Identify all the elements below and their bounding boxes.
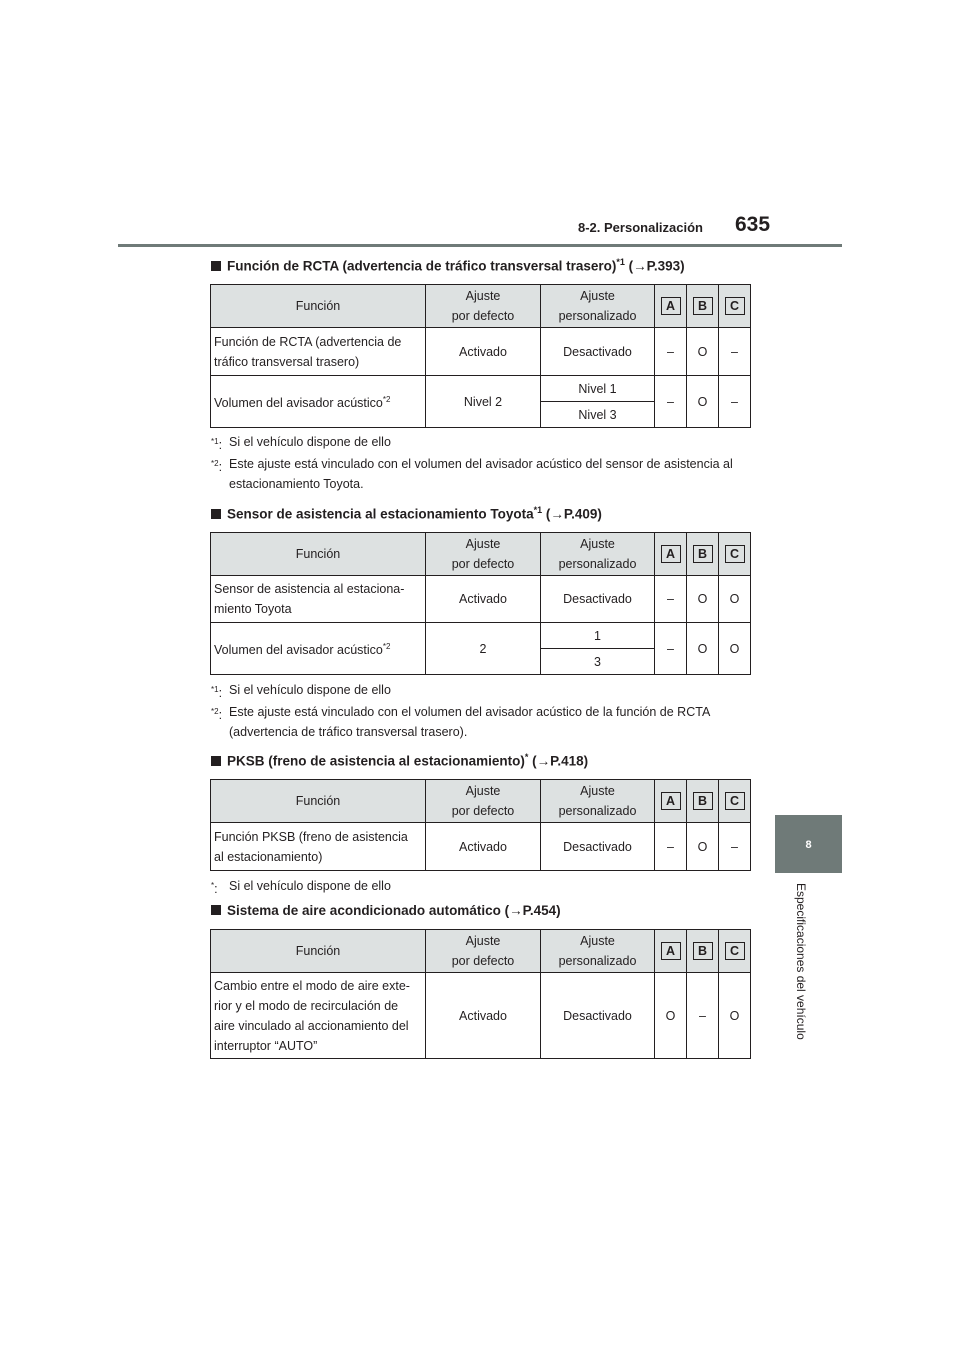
col-header-default: Ajuste por defecto [426,780,541,823]
row-c: – [719,376,751,428]
row-default: 2 [426,623,541,675]
table-header-row [211,533,751,576]
footnote-mark: * [524,752,529,762]
col-header-b: B [687,930,719,973]
col-header-custom: Ajuste personalizado [541,533,655,576]
row-custom-1: 1 [541,623,655,649]
col-header-custom: Ajuste personalizado [541,780,655,823]
table-row [211,376,751,402]
square-bullet-icon [211,756,221,766]
row-a: – [655,328,687,376]
square-bullet-icon [211,261,221,271]
col-header-default: Ajuste por defecto [426,285,541,328]
row-function: Sensor de asistencia al estaciona- miento Toyota [211,576,426,623]
page-reference-link[interactable]: (→P.418) [532,753,589,769]
settings-table-parking-sensor [210,532,751,675]
row-b: O [687,623,719,675]
row-a: – [655,823,687,871]
row-c: – [719,328,751,376]
settings-table-rcta [210,284,751,428]
col-header-default: Ajuste por defecto [426,533,541,576]
chapter-number: 8 [805,839,812,851]
row-b: O [687,376,719,428]
col-header-function: Función [211,780,426,823]
table-header-row [211,780,751,823]
header-rule [118,244,842,247]
section-breadcrumb: 8-2. Personalización [578,220,703,235]
row-b: – [687,973,719,1059]
footnote-2: $^{*2}$: Este ajuste está vinculado con el volumen del avisador acústico del sensor de asistencia al estacionamiento Toyota. [211,457,733,491]
col-header-function: Función [211,285,426,328]
page-reference-link[interactable]: (→P.393) [628,258,685,274]
row-a: O [655,973,687,1059]
table-header-row [211,930,751,973]
row-b: O [687,823,719,871]
row-a: – [655,623,687,675]
col-header-c: C [719,780,751,823]
footnote-mark: *1 [616,257,625,267]
col-header-custom: Ajuste personalizado [541,285,655,328]
row-custom: Desactivado [541,973,655,1059]
row-c: – [719,823,751,871]
table-row [211,623,751,649]
section-title-pksb [211,752,588,769]
row-custom-2: 3 [541,649,655,675]
row-b: O [687,576,719,623]
table-row [211,576,751,623]
table-row [211,823,751,871]
footnote-mark: *1 [533,505,543,515]
row-function: Cambio entre el modo de aire exte- rior y el modo de recirculación de aire vinculado al accionamiento del interruptor “AUTO” [211,973,426,1059]
table-row [211,328,751,376]
row-a: – [655,576,687,623]
row-default: Activado [426,328,541,376]
col-header-a: A [655,930,687,973]
row-custom-2: Nivel 3 [541,402,655,428]
row-b: O [687,328,719,376]
col-header-c: C [719,285,751,328]
section-title-parking-sensor [211,505,602,522]
col-header-a: A [655,780,687,823]
chapter-tab[interactable] [775,815,842,873]
col-header-a: A [655,285,687,328]
page-reference-link[interactable]: (→P.409) [545,506,602,522]
col-header-custom: Ajuste personalizado [541,930,655,973]
row-function: Función de RCTA (advertencia de tráfico transversal trasero) [211,328,426,376]
row-default: Activado [426,973,541,1059]
row-a: – [655,376,687,428]
row-custom: Desactivado [541,328,655,376]
section-title-text: Sensor de asistencia al estacionamiento Toyota [227,506,534,522]
settings-table-pksb [210,779,751,871]
col-header-b: B [687,285,719,328]
table-row [211,973,751,1059]
col-header-c: C [719,533,751,576]
page-reference-link[interactable]: (→P.454) [504,903,561,918]
settings-table-air-conditioning [210,929,751,1059]
col-header-c: C [719,930,751,973]
col-header-default: Ajuste por defecto [426,930,541,973]
col-header-b: B [687,780,719,823]
col-header-function: Función [211,533,426,576]
col-header-b: B [687,533,719,576]
row-default: Nivel 2 [426,376,541,428]
row-default: Activado [426,823,541,871]
col-header-a: A [655,533,687,576]
section-title-air-conditioning [211,903,561,918]
row-custom-1: Nivel 1 [541,376,655,402]
section-title-text: Función de RCTA (advertencia de tráfico transversal trasero) [227,258,617,274]
row-c: O [719,576,751,623]
section-title-text: Sistema de aire acondicionado automático [227,903,501,918]
footnote-1: $^{*1}$: Si el vehículo dispone de ello [211,435,391,453]
footnote-1: $^{*1}$: Si el vehículo dispone de ello [211,683,391,701]
section-title-text: PKSB (freno de asistencia al estacionamiento) [227,753,525,769]
row-function: Volumen del avisador acústico$^{*2}$ [211,623,426,675]
row-function: Función PKSB (freno de asistencia al estacionamiento) [211,823,426,871]
row-custom: Desactivado [541,576,655,623]
table-header-row [211,285,751,328]
page-number: 635 [735,213,771,236]
square-bullet-icon [211,509,221,519]
square-bullet-icon [211,905,221,915]
footnote-1: *: Si el vehículo dispone de ello [211,879,391,897]
section-title-rcta [211,257,685,274]
row-c: O [719,623,751,675]
footnote-2: $^{*2}$: Este ajuste está vinculado con el volumen del avisador acústico de la función de RCTA (advertencia de tráfico transversal trasero). [211,705,710,739]
chapter-label: Especificaciones del vehículo [794,883,808,1040]
col-header-function: Función [211,930,426,973]
row-c: O [719,973,751,1059]
row-custom: Desactivado [541,823,655,871]
row-default: Activado [426,576,541,623]
row-function: Volumen del avisador acústico$^{*2}$ [211,376,426,428]
